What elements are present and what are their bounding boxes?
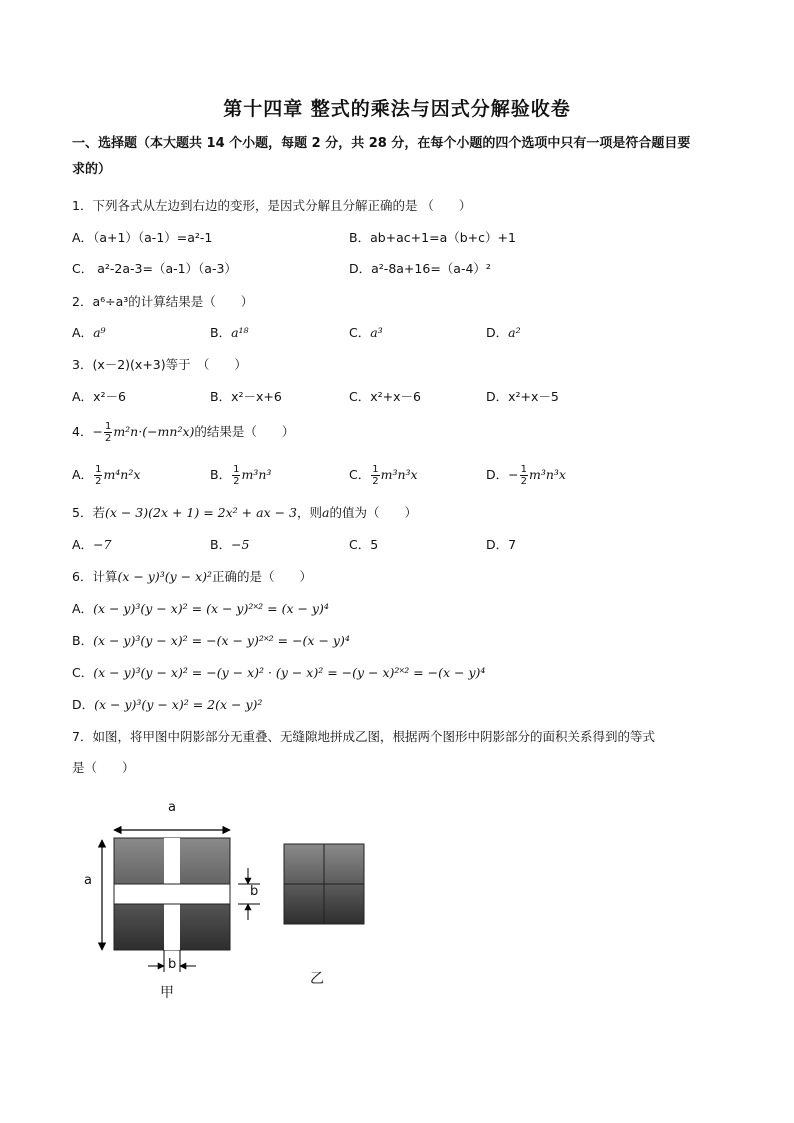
label-a-top: a <box>168 800 176 815</box>
q1-option-a: A．（a+1）（a-1）=a²-1 <box>72 230 213 245</box>
q2-option-a: A．a⁹ <box>72 325 106 340</box>
q4-option-b: B． $\frac{1}{2}$ m³n³ <box>210 464 272 487</box>
figure-jia <box>80 800 380 1010</box>
question-4-stem: 4．− $\frac{1}{2}$ m²n·(−mn²x)的结果是（ ） <box>72 421 295 444</box>
q5-option-b: B．−5 <box>210 537 250 552</box>
label-b-bottom: b <box>168 957 177 972</box>
section-heading-line2: 求的） <box>72 162 112 177</box>
q6-option-c: C．(x − y)³(y − x)² = −(y − x)² · (y − x)² = −(y − x)²˟² = −(x − y)⁴ <box>72 665 486 680</box>
q2-option-c: C．a³ <box>349 325 383 340</box>
q2-option-d: D．a² <box>486 325 521 340</box>
question-6-stem: 6．计算(x − y)³(y − x)²正确的是（ ） <box>72 569 313 584</box>
question-7-stem-line1: 7．如图，将甲图中阴影部分无重叠、无缝隙地拼成乙图，根据两个图形中阴影部分的面积关系得到的等式 <box>72 729 655 744</box>
page-title: 第十四章 整式的乘法与因式分解验收卷 <box>223 98 571 120</box>
question-7-stem-line2: 是（ ） <box>72 760 135 775</box>
q1-option-c: C． a²-2a-3=（a-1）（a-3） <box>72 261 237 276</box>
q3-option-b: B．x²－x+6 <box>210 389 282 404</box>
question-1-stem: 1．下列各式从左边到右边的变形，是因式分解且分解正确的是 （ ） <box>72 198 472 213</box>
q3-option-c: C．x²+x－6 <box>349 389 421 404</box>
q4-option-a: A． $\frac{1}{2}$ m⁴n²x <box>72 464 141 487</box>
q5-option-d: D．7 <box>486 537 517 552</box>
fraction: $\frac{1}{2}$ <box>104 421 112 444</box>
q4-option-c: C． $\frac{1}{2}$ m³n³x <box>349 464 418 487</box>
q4-option-d: D．− $\frac{1}{2}$ m³n³x <box>486 464 566 487</box>
question-3-stem: 3．(x－2)(x+3)等于 （ ） <box>72 357 247 372</box>
question-5-stem: 5．若(x − 3)(2x + 1) = 2x² + ax − 3，则a的值为（ ） <box>72 505 417 520</box>
horizontal-strip <box>114 884 230 904</box>
q2-option-b: B．a¹⁸ <box>210 325 249 340</box>
q5-option-a: A．−7 <box>72 537 112 552</box>
q3-option-a: A．x²－6 <box>72 389 126 404</box>
label-b-right: b <box>250 884 259 899</box>
caption-yi: 乙 <box>310 971 324 987</box>
q6-option-b: B．(x − y)³(y − x)² = −(x − y)²˟² = −(x − y)⁴ <box>72 633 350 648</box>
caption-jia: 甲 <box>160 985 174 1001</box>
section-heading-line1: 一、选择题（本大题共 14 个小题，每题 2 分，共 28 分，在每个小题的四个选项中只有一项是符合题目要 <box>72 136 691 151</box>
q1-option-d: D．a²-8a+16=（a-4）² <box>349 261 491 276</box>
question-2-stem: 2．a⁶÷a³的计算结果是（ ） <box>72 294 254 309</box>
label-a-left: a <box>84 873 92 888</box>
q5-option-c: C．5 <box>349 537 379 552</box>
q6-option-d: D．(x − y)³(y − x)² = 2(x − y)² <box>72 697 263 712</box>
q1-option-b: B．ab+ac+1=a（b+c）+1 <box>349 230 516 245</box>
q3-option-d: D．x²+x－5 <box>486 389 559 404</box>
q6-option-a: A．(x − y)³(y − x)² = (x − y)²˟² = (x − y)⁴ <box>72 601 329 616</box>
